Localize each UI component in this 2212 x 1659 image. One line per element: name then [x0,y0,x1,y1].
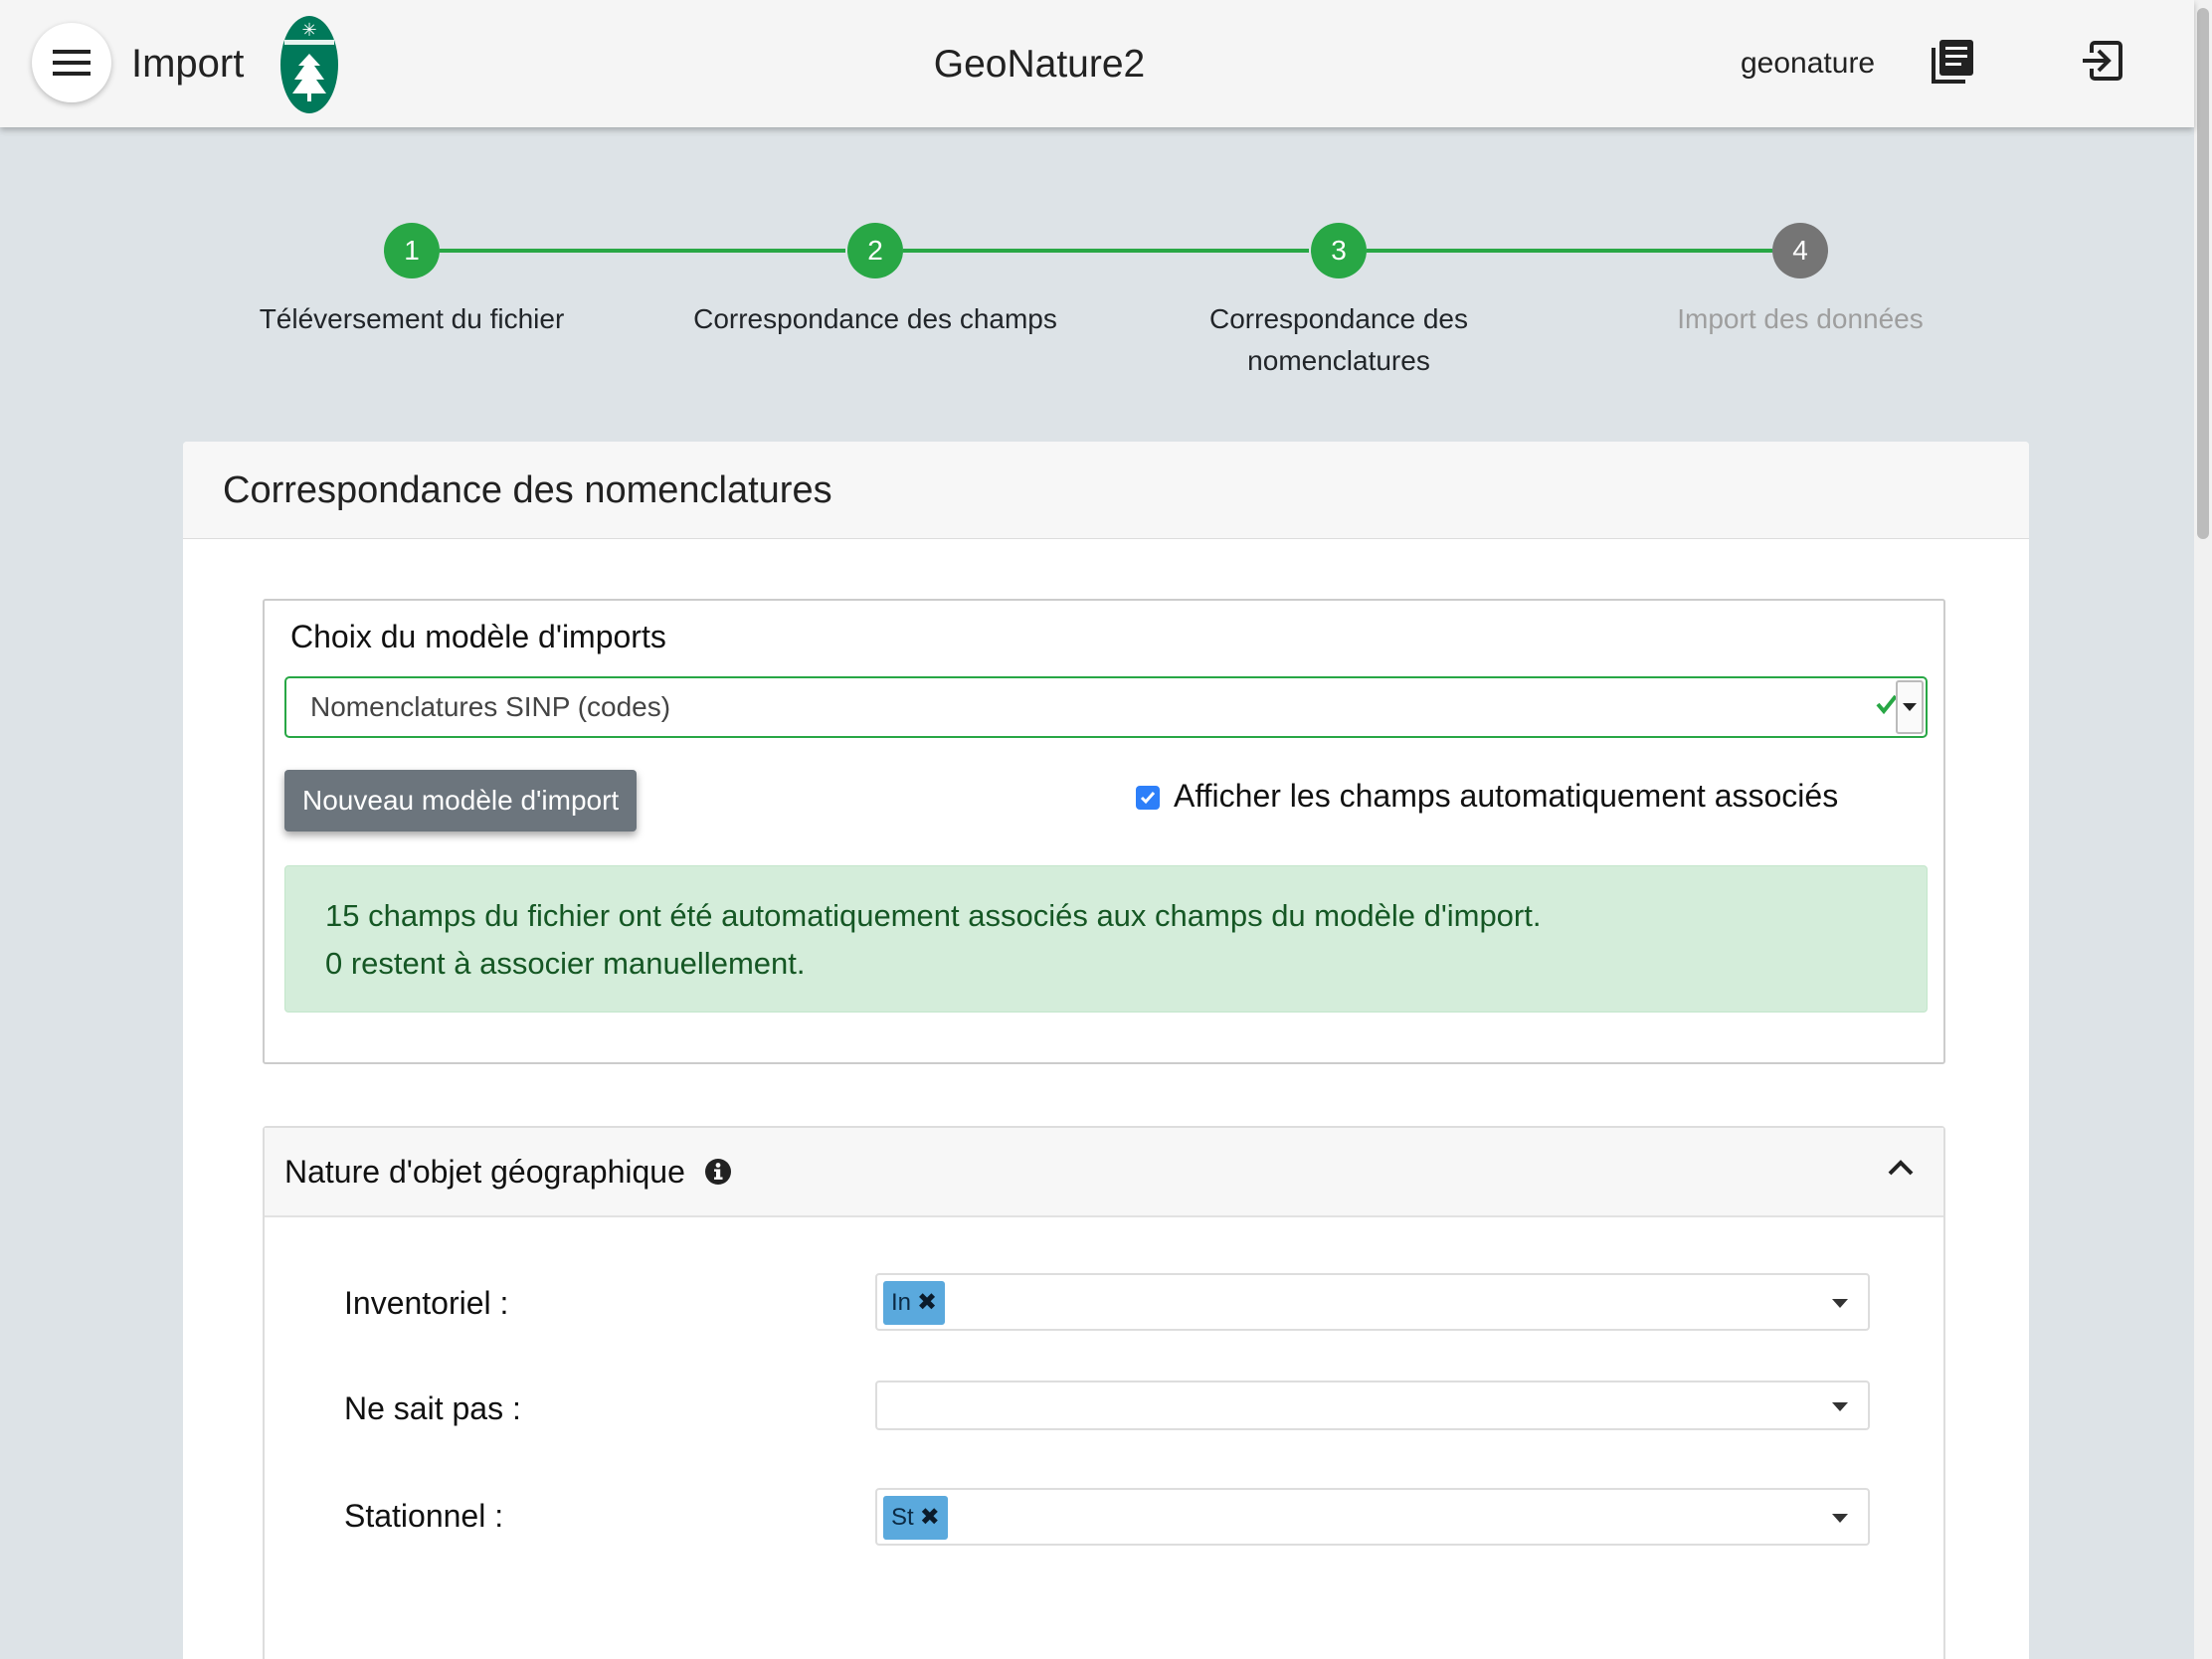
new-model-button[interactable]: Nouveau modèle d'import [284,770,637,831]
step-2-circle[interactable]: 2 [847,223,903,278]
model-choice-legend: Choix du modèle d'imports [290,619,666,654]
row-label-ne-sait-pas: Ne sait pas : [344,1390,521,1426]
selected-chip [883,1496,948,1540]
step-4-circle: 4 [1772,223,1828,278]
step-3-label: Correspondance des nomenclatures [1209,303,1468,376]
selected-chip [883,1281,945,1325]
remove-chip-icon[interactable]: ✖ [917,1289,938,1316]
caret-down-icon[interactable] [1832,1514,1848,1523]
nature-objet-accordion [263,1126,1945,1659]
app-title: Import [131,42,245,86]
accordion-header[interactable] [265,1128,1943,1217]
caret-down-icon[interactable] [1832,1402,1848,1411]
row-label-stationnel: Stationnel : [344,1498,504,1534]
page-scrollbar[interactable] [2194,0,2212,1659]
chevron-up-icon[interactable] [1888,1160,1914,1176]
model-select-toggle[interactable] [1896,680,1924,734]
documentation-icon[interactable] [1930,38,1975,91]
row-label-inventoriel: Inventoriel : [344,1285,509,1321]
multiselect-ne-sait-pas[interactable] [875,1381,1870,1430]
alert-line-2: 0 restent à associer manuellement. [325,946,806,981]
step-connector [1367,249,1772,253]
alert-line-1: 15 champs du fichier ont été automatiquement associés aux champs du modèle d'import. [325,898,1542,933]
top-app-bar [0,0,2194,127]
svg-text:✳: ✳ [301,20,317,41]
nomenclature-card [183,442,2029,1659]
chip-label: St [891,1504,914,1531]
step-connector [903,249,1309,253]
site-title: GeoNature2 [933,43,1146,86]
info-icon[interactable] [704,1158,732,1186]
model-select-value: Nomenclatures SINP (codes) [310,691,671,722]
caret-down-icon [1903,703,1917,711]
step-connector [440,249,845,253]
model-choice-fieldset [263,599,1945,1064]
chip-label: In [891,1289,912,1316]
check-icon [1140,791,1156,805]
multiselect-stationnel[interactable] [875,1488,1870,1546]
scrollbar-thumb[interactable] [2197,8,2209,539]
remove-chip-icon[interactable]: ✖ [919,1504,940,1531]
step-3-circle[interactable]: 3 [1311,223,1367,278]
show-auto-fields-checkbox[interactable] [1136,786,1160,810]
accordion-title: Nature d'objet géographique [284,1154,685,1190]
logout-icon[interactable] [2081,40,2122,87]
step-2-label: Correspondance des champs [693,303,1057,334]
username[interactable]: geonature [1741,47,1876,80]
card-header [183,442,2029,539]
step-1-label: Téléversement du fichier [259,303,565,334]
model-select[interactable] [284,676,1928,738]
step-1-circle[interactable]: 1 [384,223,440,278]
multiselect-inventoriel[interactable] [875,1273,1870,1331]
caret-down-icon[interactable] [1832,1299,1848,1308]
step-4-label: Import des données [1677,303,1924,334]
valid-check-icon [1876,692,1898,714]
card-title: Correspondance des nomenclatures [223,469,832,511]
auto-mapping-alert [284,865,1928,1013]
show-auto-fields-label[interactable]: Afficher les champs automatiquement associés [1174,778,1839,814]
